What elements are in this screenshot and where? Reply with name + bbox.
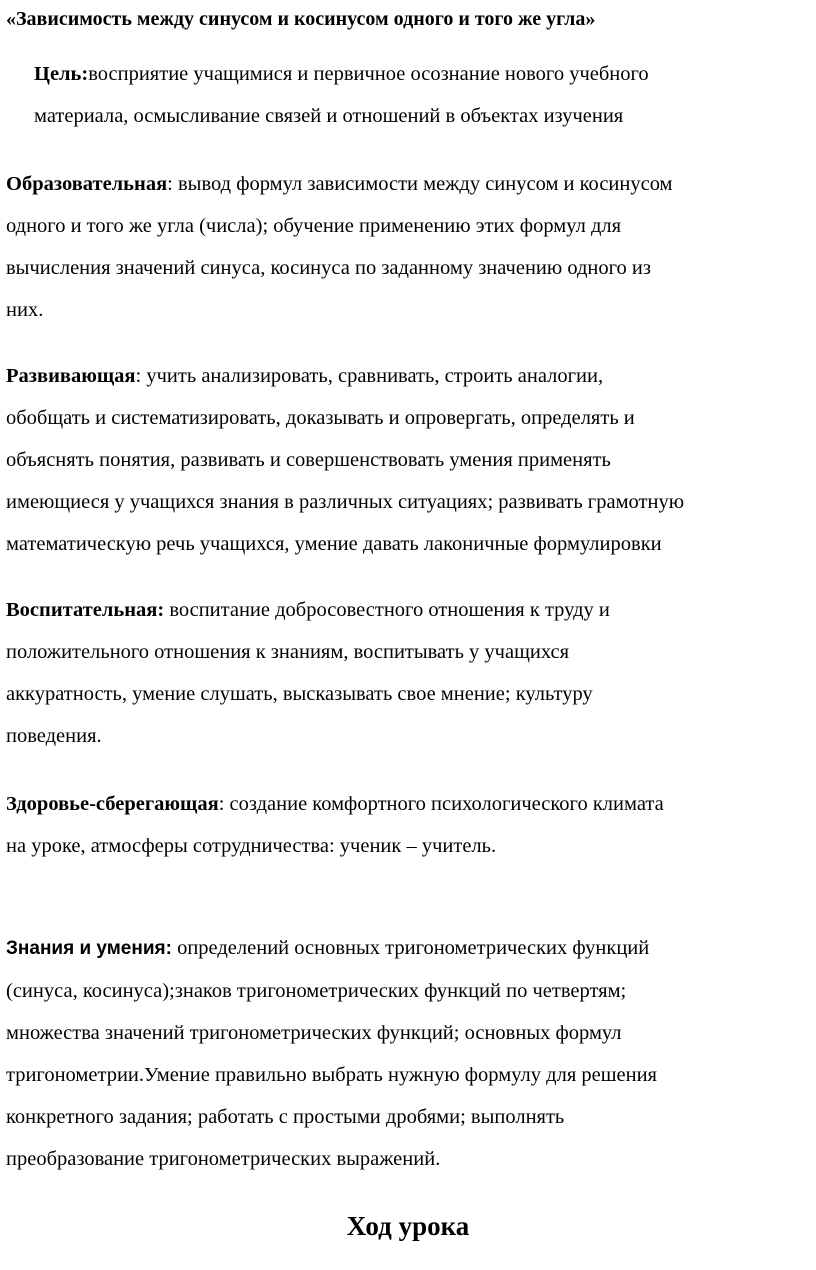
skills-line-5: конкретного задания; работать с простыми дробями; выполнять bbox=[6, 1106, 565, 1128]
skills-paragraph bbox=[6, 927, 814, 1180]
developing-line-2: обобщать и систематизировать, доказывать и опровергать, определять и bbox=[6, 407, 635, 429]
developing-text-1: : учить анализировать, сравнивать, строить аналогии, bbox=[135, 365, 604, 387]
health-paragraph bbox=[6, 783, 814, 867]
upbringing-label: Воспитательная: bbox=[6, 599, 165, 621]
developing-line-3: объяснять понятия, развивать и совершенствовать умения применять bbox=[6, 449, 611, 471]
skills-label: Знания и умения: bbox=[6, 938, 172, 959]
document-title: «Зависимость между синусом и косинусом одного и того же угла» bbox=[6, 8, 596, 30]
developing-line-1 bbox=[6, 355, 814, 397]
skills-line-4: тригонометрии.Умение правильно выбрать нужную формулу для решения bbox=[6, 1064, 657, 1086]
upbringing-text-1: воспитание добросовестного отношения к труду и bbox=[164, 599, 610, 621]
educational-line-4: них. bbox=[6, 299, 44, 321]
educational-paragraph bbox=[6, 163, 814, 331]
developing-label: Развивающая bbox=[6, 365, 136, 387]
skills-line-6: преобразование тригонометрических выражений. bbox=[6, 1148, 441, 1170]
health-line-1 bbox=[6, 783, 814, 825]
skills-line-3: множества значений тригонометрических функций; основных формул bbox=[6, 1022, 622, 1044]
goal-line-2: материала, осмысливание связей и отношений в объектах изучения bbox=[34, 105, 624, 127]
educational-label: Образовательная bbox=[6, 173, 168, 195]
upbringing-paragraph bbox=[6, 589, 814, 757]
goal-label: Цель: bbox=[34, 63, 89, 85]
lesson-heading: Ход урока bbox=[346, 1211, 470, 1241]
developing-paragraph bbox=[6, 355, 814, 565]
upbringing-line-4: поведения. bbox=[6, 725, 102, 747]
developing-line-4: имеющиеся у учащихся знания в различных ситуациях; развивать грамотную bbox=[6, 491, 685, 513]
upbringing-line-1 bbox=[6, 589, 814, 631]
skills-line-2: (синуса, косинуса);знаков тригонометрических функций по четвертям; bbox=[6, 980, 627, 1002]
goal-text-1: восприятие учащимися и первичное осознание нового учебного bbox=[88, 63, 649, 85]
health-label: Здоровье-сберегающая bbox=[6, 793, 219, 815]
developing-line-5: математическую речь учащихся, умение давать лаконичные формулировки bbox=[6, 533, 662, 555]
skills-text-1: определений основных тригонометрических функций bbox=[171, 937, 650, 959]
upbringing-line-2: положительного отношения к знаниям, воспитывать у учащихся bbox=[6, 641, 570, 663]
educational-line-3: вычисления значений синуса, косинуса по заданному значению одного из bbox=[6, 257, 651, 279]
educational-text-1: : вывод формул зависимости между синусом и косинусом bbox=[167, 173, 673, 195]
health-text-1: : создание комфортного психологического климата bbox=[218, 793, 664, 815]
educational-line-2: одного и того же угла (числа); обучение применению этих формул для bbox=[6, 215, 622, 237]
skills-line-1 bbox=[6, 927, 814, 970]
goal-line-1 bbox=[34, 53, 804, 95]
upbringing-line-3: аккуратность, умение слушать, высказывать свое мнение; культуру bbox=[6, 683, 593, 705]
health-line-2: на уроке, атмосферы сотрудничества: ученик – учитель. bbox=[6, 835, 497, 857]
goal-paragraph bbox=[34, 53, 804, 137]
educational-line-1 bbox=[6, 163, 814, 205]
